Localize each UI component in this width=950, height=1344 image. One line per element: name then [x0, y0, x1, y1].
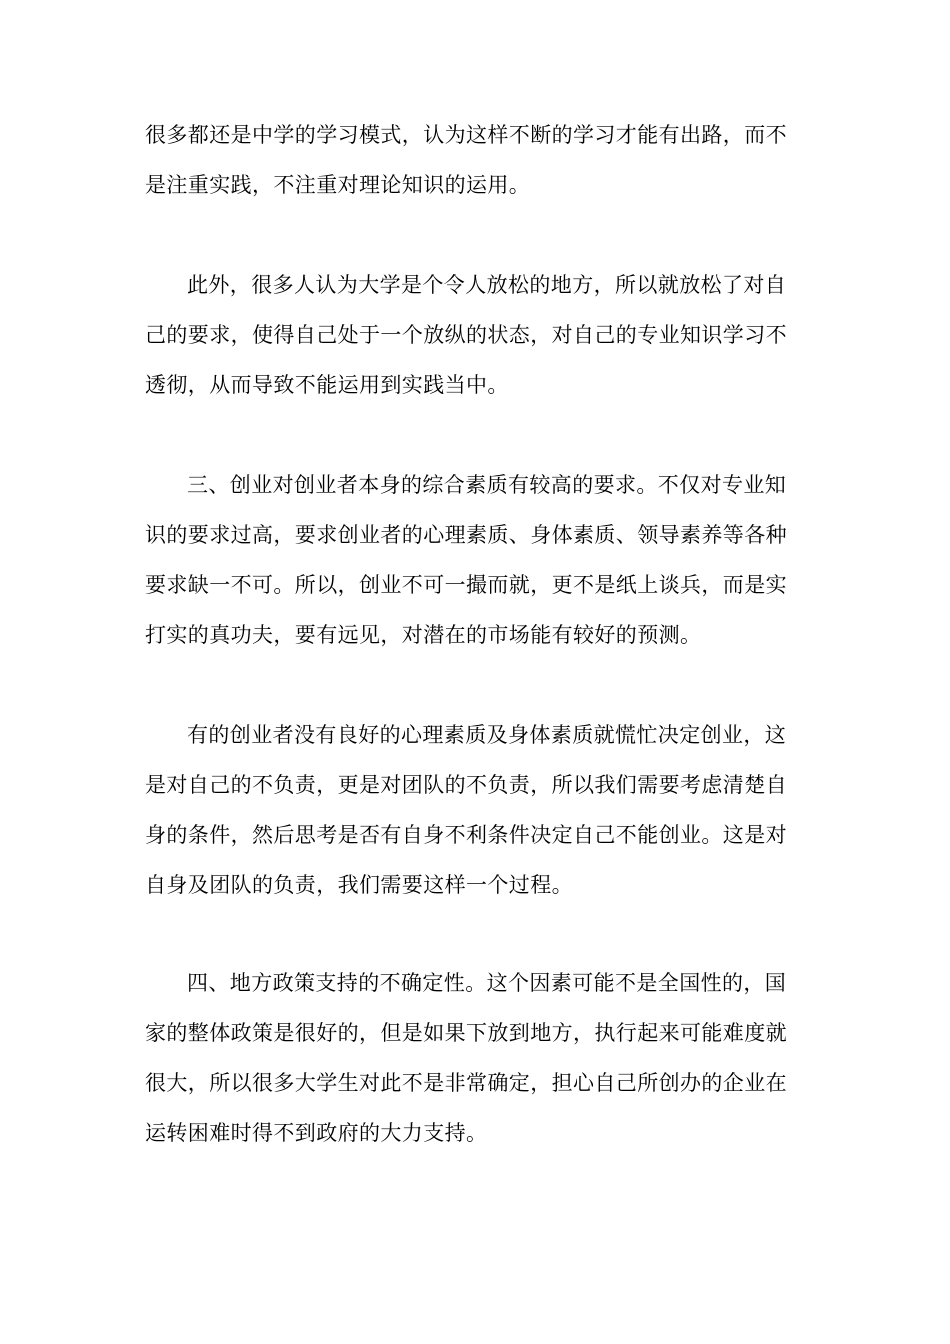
paragraph-line: 自身及团队的负责，我们需要这样一个过程。	[145, 873, 573, 897]
paragraph-line: 打实的真功夫，要有远见，对潜在的市场能有较好的预测。	[145, 623, 702, 647]
paragraph-line: 四、地方政策支持的不确定性。这个因素可能不是全国性的，国	[187, 971, 787, 995]
paragraph-line: 有的创业者没有良好的心理素质及身体素质就慌忙决定创业，这	[187, 723, 787, 747]
paragraph-line: 是对自己的不负责，更是对团队的不负责，所以我们需要考虑清楚自	[145, 773, 787, 797]
paragraph-line: 此外，很多人认为大学是个令人放松的地方，所以就放松了对自	[187, 273, 787, 297]
paragraph-line: 身的条件，然后思考是否有自身不利条件决定自己不能创业。这是对	[145, 823, 787, 847]
paragraph-2	[145, 260, 807, 410]
paragraph-line: 己的要求，使得自己处于一个放纵的状态，对自己的专业知识学习不	[145, 323, 787, 347]
paragraph-line: 三、创业对创业者本身的综合素质有较高的要求。不仅对专业知	[187, 473, 787, 497]
paragraph-line: 要求缺一不可。所以，创业不可一撮而就，更不是纸上谈兵，而是实	[145, 573, 787, 597]
paragraph-line: 透彻，从而导致不能运用到实践当中。	[145, 373, 509, 397]
paragraph-5	[145, 958, 807, 1158]
paragraph-line: 是注重实践，不注重对理论知识的运用。	[145, 173, 531, 197]
paragraph-1	[145, 110, 807, 210]
paragraph-line: 运转困难时得不到政府的大力支持。	[145, 1121, 488, 1145]
paragraph-line: 家的整体政策是很好的，但是如果下放到地方，执行起来可能难度就	[145, 1021, 787, 1045]
paragraph-line: 很多都还是中学的学习模式，认为这样不断的学习才能有出路，而不	[145, 123, 787, 147]
paragraph-4	[145, 710, 807, 910]
paragraph-line: 很大，所以很多大学生对此不是非常确定，担心自己所创办的企业在	[145, 1071, 787, 1095]
paragraph-3	[145, 460, 807, 660]
paragraph-line: 识的要求过高，要求创业者的心理素质、身体素质、领导素养等各种	[145, 523, 787, 547]
